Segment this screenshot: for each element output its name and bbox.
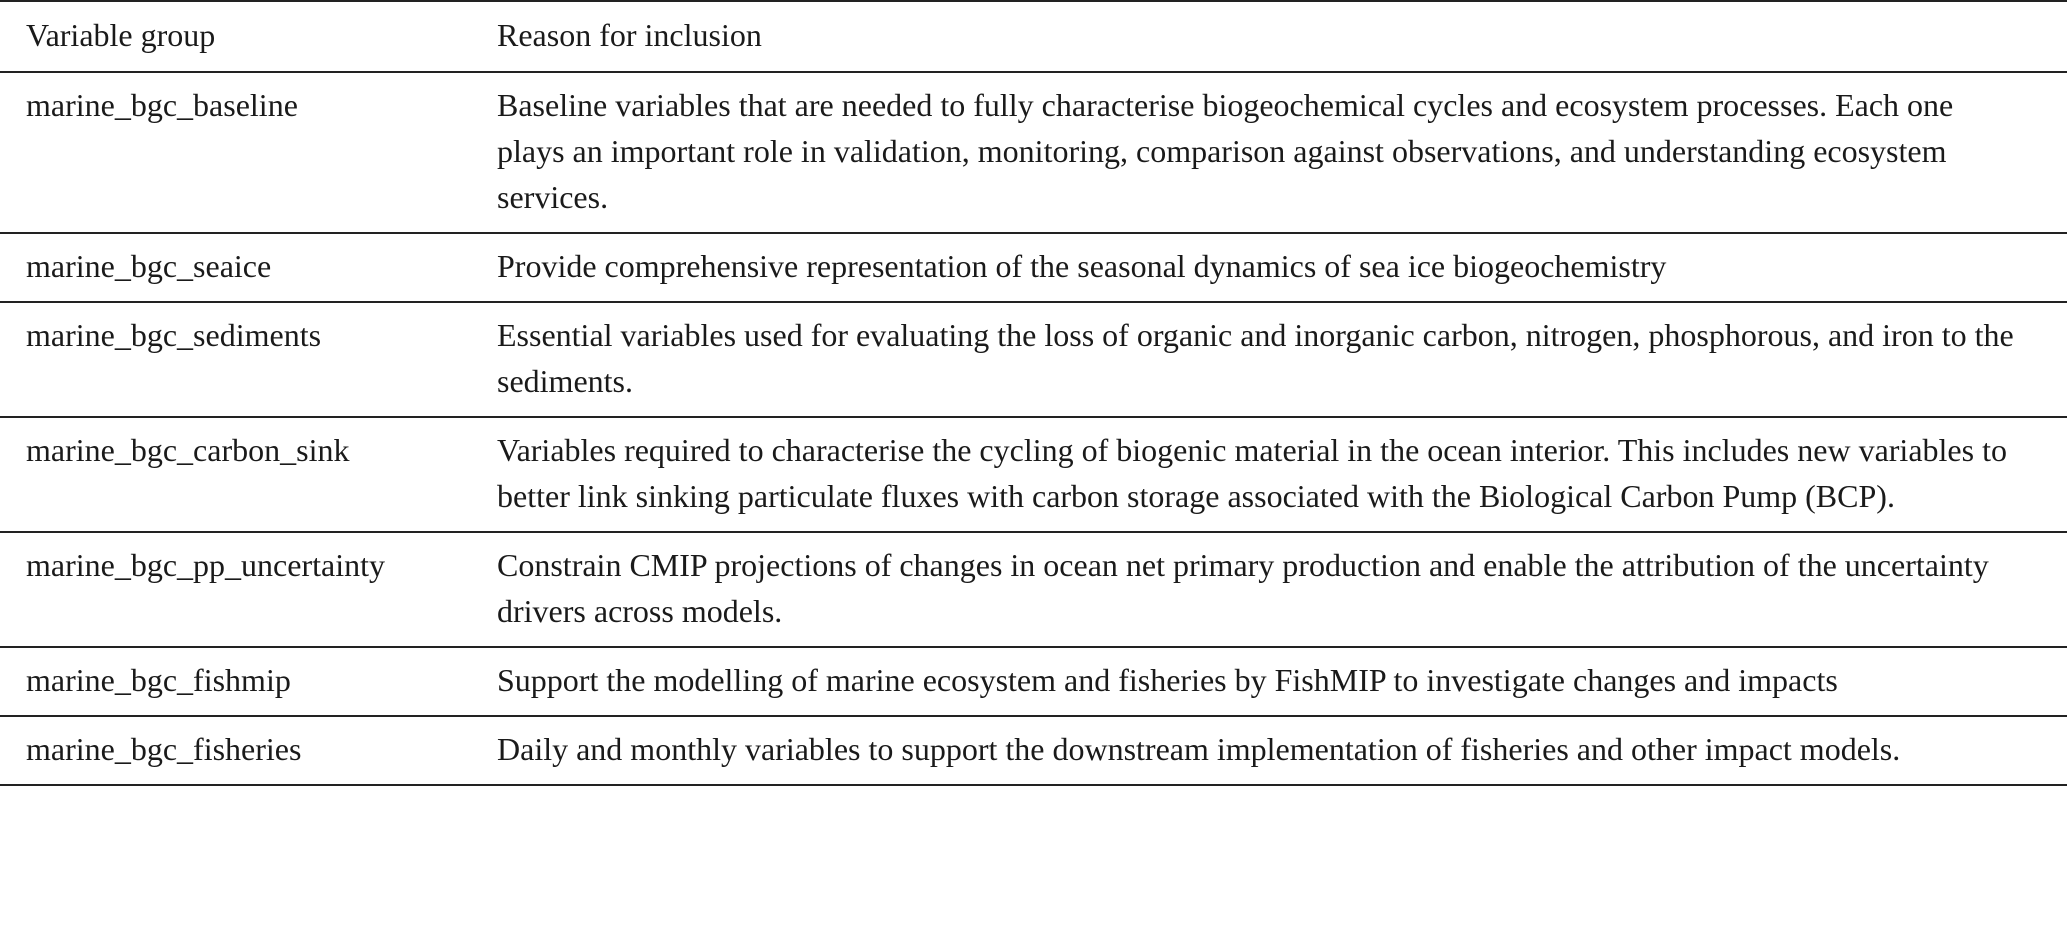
variable-group-cell: marine_bgc_seaice (0, 233, 470, 302)
variable-group-cell: marine_bgc_baseline (0, 72, 470, 233)
header-variable-group: Variable group (0, 1, 470, 72)
reason-cell: Variables required to characterise the cycling of biogenic material in the ocean interior. This includes new variables to better link sinking particulate fluxes with carbon storage associated with the Biological Carbon Pump (BCP). (470, 417, 2067, 532)
reason-cell: Support the modelling of marine ecosystem and fisheries by FishMIP to investigate changes and impacts (470, 647, 2067, 716)
variable-group-cell: marine_bgc_fisheries (0, 716, 470, 785)
variable-group-cell: marine_bgc_carbon_sink (0, 417, 470, 532)
table-row (0, 417, 2067, 532)
table-row (0, 233, 2067, 302)
table-row (0, 72, 2067, 233)
table-row (0, 532, 2067, 647)
variable-group-cell: marine_bgc_sediments (0, 302, 470, 417)
table-row (0, 716, 2067, 785)
header-reason-for-inclusion: Reason for inclusion (470, 1, 2067, 72)
reason-cell: Daily and monthly variables to support the downstream implementation of fisheries and other impact models. (470, 716, 2067, 785)
reason-cell: Baseline variables that are needed to fully characterise biogeochemical cycles and ecosystem processes. Each one plays an important role in validation, monitoring, comparison against observations, and understanding ecosystem services. (470, 72, 2067, 233)
reason-cell: Provide comprehensive representation of the seasonal dynamics of sea ice biogeochemistry (470, 233, 2067, 302)
reason-cell: Constrain CMIP projections of changes in ocean net primary production and enable the attribution of the uncertainty drivers across models. (470, 532, 2067, 647)
table-header-row (0, 1, 2067, 72)
variable-group-cell: marine_bgc_fishmip (0, 647, 470, 716)
variable-group-cell: marine_bgc_pp_uncertainty (0, 532, 470, 647)
table-row (0, 647, 2067, 716)
reason-cell: Essential variables used for evaluating the loss of organic and inorganic carbon, nitrogen, phosphorous, and iron to the sediments. (470, 302, 2067, 417)
table-row (0, 302, 2067, 417)
